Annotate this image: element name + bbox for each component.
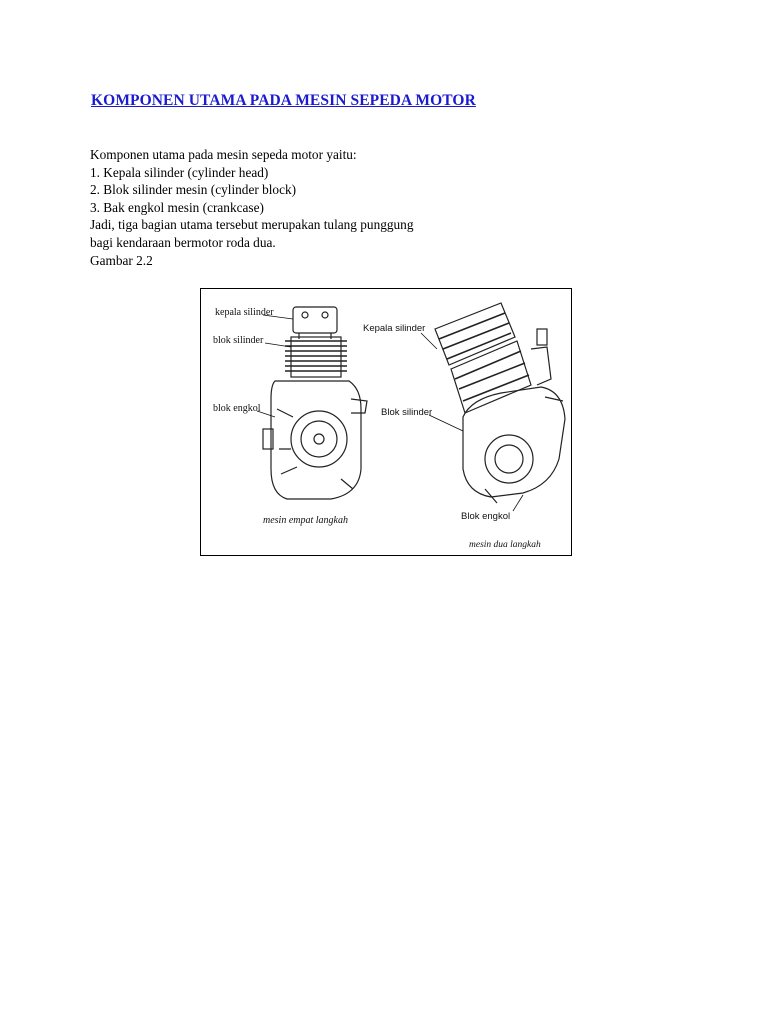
caption-two-stroke: mesin dua langkah	[469, 540, 541, 550]
list-item: 3. Bak engkol mesin (crankcase)	[90, 199, 264, 215]
two-stroke-engine-drawing	[435, 303, 565, 503]
intro-line: Komponen utama pada mesin sepeda motor yaitu:	[90, 147, 357, 162]
summary-line: bagi kendaraan bermotor roda dua.	[90, 234, 276, 250]
label-blok-silinder: blok silinder	[213, 335, 264, 346]
body-text	[90, 146, 413, 269]
four-stroke-engine-drawing	[263, 307, 367, 499]
summary-line: Jadi, tiga bagian utama tersebut merupakan tulang punggung	[90, 217, 414, 233]
label-kepala-silinder: kepala silinder	[215, 307, 274, 318]
page-title[interactable]: KOMPONEN UTAMA PADA MESIN SEPEDA MOTOR	[91, 92, 476, 109]
engine-illustration	[201, 289, 571, 555]
label-blok-silinder-2: Blok silinder	[381, 407, 433, 418]
label-blok-engkol: blok engkol	[213, 403, 261, 414]
label-kepala-silinder-2: Kepala silinder	[363, 323, 426, 334]
four-stroke-labels	[213, 307, 348, 526]
figure-reference: Gambar 2.2	[90, 252, 153, 268]
label-blok-engkol-2: Blok engkol	[461, 511, 511, 522]
list-item: 2. Blok silinder mesin (cylinder block)	[90, 182, 297, 198]
list-item: 1. Kepala silinder (cylinder head)	[90, 164, 269, 180]
engine-figure	[200, 288, 572, 556]
caption-four-stroke: mesin empat langkah	[263, 515, 348, 526]
